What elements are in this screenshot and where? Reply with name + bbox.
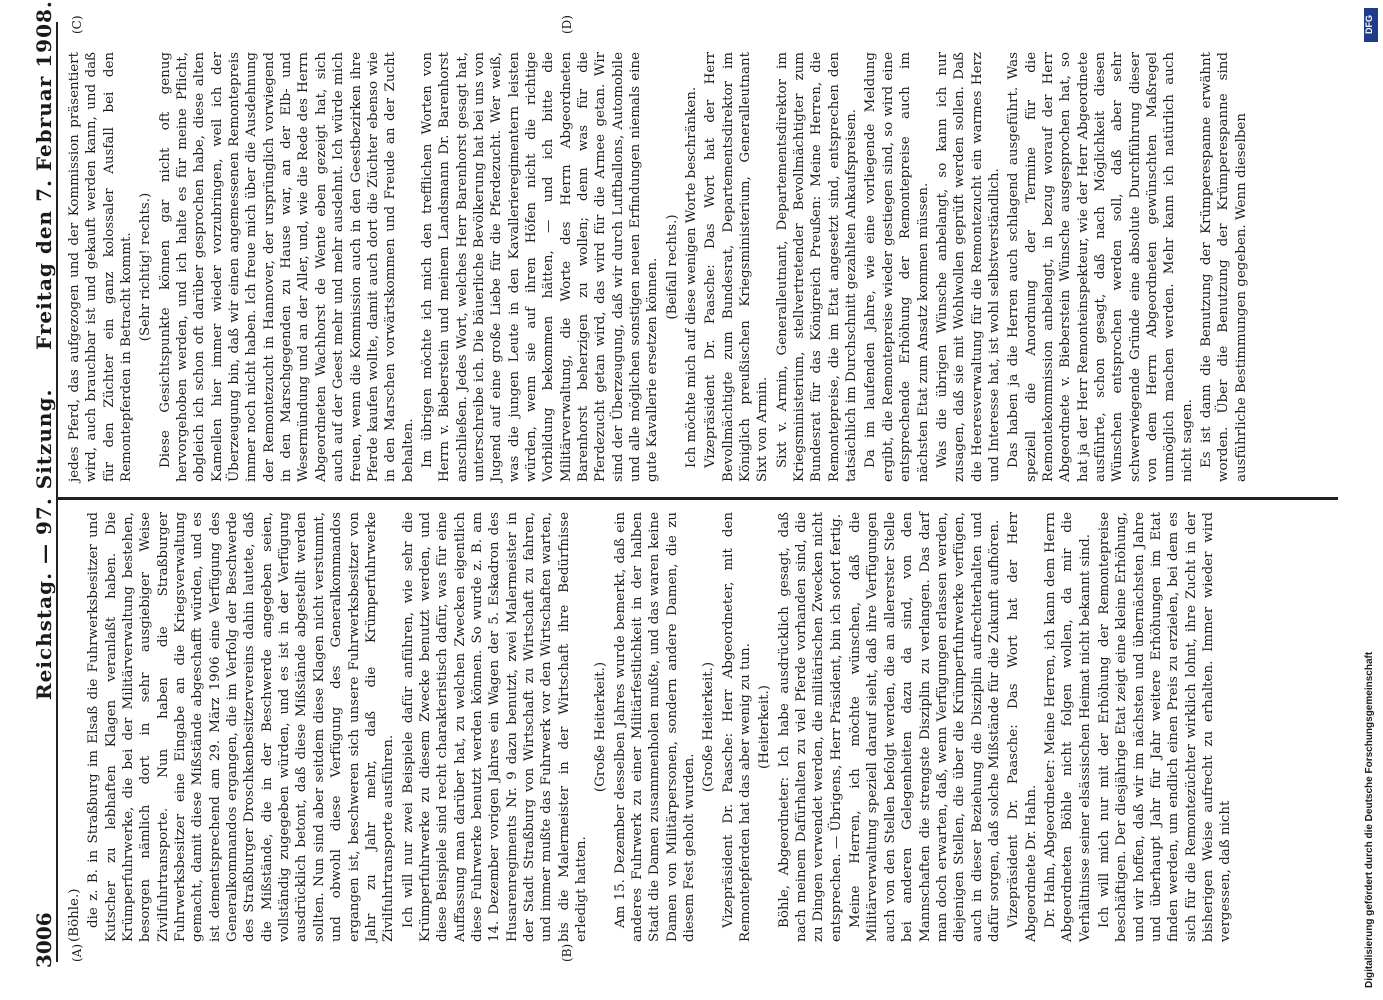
column-divider: [58, 497, 1338, 500]
dfg-logo: DFG: [1364, 8, 1378, 42]
page-header: [24, 0, 64, 1000]
page-number: 3006: [32, 912, 56, 968]
left-running-title: Reichstag. — 97. Sitzung.: [32, 388, 56, 700]
reaction: (Große Heiterkeit.): [701, 661, 717, 793]
margin-mark-b: (B): [560, 943, 574, 962]
vice-president-remark: Vizepräsident Dr. Paasche: Herr Abgeordneter, mit den Remontepferden hat das aber wenig zu tun.: [720, 512, 754, 942]
dfg-funding-note: Digitalisierung gefördert durch die Deutsche Forschungsgemeinschaft: [1364, 651, 1375, 988]
paragraph: Diese Gesichtspunkte können gar nicht oft genug hervorgehoben werden, und ich halte es für meine Pflicht, obgleich ich schon oft darüber gesprochen habe, diese alten Kamellen hier immer wieder vorzubringen, weil ich der Überzeugung bin, daß wir einen angemessenen Remontepreis immer noch nicht haben. Ich freue mich über die Ausdehnung der Remontezucht in Hannover, der ursprünglich vorwiegend in den Marschgegenden zu Hause war, an der Elb- und Wesermündung und an der Aller, und, wie die Rede des Herrn Abgeordneten Wachhorst de Wente eben gezeigt hat, sich auch auf der Geest mehr und mehr ausdehnt. Ich würde mich freuen, wenn die Kommission auch in den Geestbezirken ihre Pferde kaufen wollte, damit auch dort die Züchter ebenso wie in den Marschen vorwärtskommen und Freude an der Zucht behalten.: [157, 52, 416, 482]
paragraph: Was die übrigen Wünsche anbelangt, so kann ich nur zusagen, daß sie mit Wohlwollen geprüft werden sollen. Daß die Heeresverwaltung für die Remontezucht ein warmes Herz und Interesse hat, ist wohl selbstverständlich.: [934, 52, 1002, 482]
paragraph: Ich will nur zwei Beispiele dafür anführen, wie sehr die Krümperfuhrwerke zu diesem Zwecke benutzt werden, und diese Beispiele sind recht charakteristisch dafür, was für eine Auffassung man darüber hat, zu welchen Zwecken eigentlich diese Fuhrwerke benutzt werden können. So wurde z. B. am 14. Dezember vorigen Jahres ein Wagen der 5. Eskadron des Husarenregiments Nr. 9 dazu benutzt, zwei Malermeister in der Stadt Straßburg von Wirtschaft zu Wirtschaft zu fahren, und immer mußte das Fuhrwerk vor den Wirtschaften warten, bis die Malermeister in der Wirtschaft ihre Bedürfnisse erledigt hatten.: [400, 512, 589, 942]
reaction: (Große Heiterkeit.): [593, 661, 609, 793]
reaction: (Sehr richtig! rechts.): [138, 192, 154, 342]
paragraph: die z. B. in Straßburg im Elsaß die Fuhrwerksbesitzer und Kutscher zu lebhaften Klagen veranlaßt haben. Die Krümperfuhrwerke, die bei der Militärverwaltung bestehen, besorgen nämlich dort in sehr ausgiebiger Weise Zivilfuhrtransporte. Nun haben die Straßburger Fuhrwerksbesitzer eine Eingabe an die Kriegsverwaltung gemacht, damit diese Mißstände abgeschafft würden, und es ist dementsprechend am 29. März 1906 eine Verfügung des Generalkommandos ergangen, die im Verfolg der Beschwerde des Straßburger Droschkenbesitzervereins dahin lautete, daß die Mißstände, die in der Beschwerde angegeben seien, vollständig zugegeben würden, und es ist in der Verfügung ausdrücklich betont, daß diese Mißstände abgestellt werden sollten. Nun sind aber seitdem diese Klagen nicht verstummt, und obwohl diese Verfügung des Generalkommandos ergangen ist, beschweren sich unsere Fuhrwerksbesitzer von Jahr zu Jahr mehr, daß die Krümperfuhrwerke Zivilfuhrtransporte ausführen.: [86, 512, 397, 942]
header-rule: [56, 22, 58, 962]
left-column: [66, 512, 1234, 942]
paragraph: Meine Herren, ich möchte wünschen, daß die Militärverwaltung speziell darauf sieht, daß ihre Verfügungen auch von den Stellen befolgt werden, die an allererster Stelle bei anderen Gelegenheiten dazu da sind, von den Mannschaften die strengste Disziplin zu verlangen. Das darf man doch erwarten, daß, wenn Verfügungen erlassen werden, diejenigen Stellen, die über die Krümperfuhrwerke verfügen, auch in dieser Beziehung die Disziplin aufrechterhalten und dafür sorgen, daß solche Mißstände für die Zukunft aufhören.: [848, 512, 1002, 942]
reaction: (Heiterkeit.): [757, 685, 773, 769]
right-running-title: Freitag den 7. Februar 1908.: [32, 0, 56, 350]
paragraph: Dr. Hahn, Abgeordneter: Meine Herren, ich kann dem Herrn Abgeordneten Böhle nicht folgen wollen, da mir die Verhältnisse seiner elsässischen Heimat nicht bekannt sind.: [1042, 512, 1093, 942]
paragraph: Im übrigen möchte ich mich den trefflichen Worten von Herrn v. Bieberstein und meinem Landsmann Dr. Barenhorst anschließen. Jedes Wort, welches Herr Barenhorst gesagt hat, unterschreibe ich. Die bäuerliche Bevölkerung hat bei uns von Jugend auf eine große Liebe für die Pferdezucht. Wer weiß, was die jungen Leute in den Kavallerieregimentern leisten würden, wenn sie auf ihren Höfen nicht die richtige Vorbildung bekommen hätten, — und ich bitte die Militärverwaltung, die Worte des Herrn Abgeordneten Barenhorst beherzigen zu wollen; denn was für die Pferdezucht getan wird, das wird für die Armee getan. Wir sind der Überzeugung, daß wir durch Luftballons, Automobile und alle möglichen sonstigen neuen Erfindungen niemals eine gute Kavallerie ersetzen können.: [419, 52, 661, 482]
paragraph: Das haben ja die Herren auch schlagend ausgeführt. Was speziell die Anordnung der Termine für die Remontekommission anbelangt, in bezug worauf der Herr Abgeordnete v. Bieberstein Wünsche ausgesprochen hat, so hat ja der Herr Remonteinspekteur, wie der Herr Abgeordnete ausführte, schon gesagt, daß nach Möglichkeit diesen Wünschen entsprochen werden soll, daß aber sehr schwerwiegende Gründe eine absolute Durchführung dieser von dem Herrn Abgeordneten gewünschten Maßregel unmöglich machen werden. Mehr kann ich natürlich auch nicht sagen.: [1006, 52, 1195, 482]
speaker-tag: (Böhle.): [67, 888, 82, 942]
margin-mark-d: (D): [560, 15, 574, 34]
paragraph: Da im laufenden Jahre, wie eine vorliegende Meldung ergibt, die Remontepreise wieder gestiegen sind, so wird eine entsprechende Erhöhung der Remontepreise auch im nächsten Etat zum Ansatz kommen müssen.: [863, 52, 931, 482]
vice-president-remark: Vizepräsident Dr. Paasche: Das Wort hat der Herr Bevollmächtigte zum Bundesrat, Departementsdirektor im Königlich preußischen Kriegsministerium, Generalleutnant Sixt von Armin.: [703, 52, 771, 482]
vice-president-remark: Vizepräsident Dr. Paasche: Das Wort hat der Herr Abgeordnete Dr. Hahn.: [1006, 512, 1039, 942]
paragraph: Sixt v. Armin, Generalleutnant, Departementsdirektor im Kriegsministerium, stellvertretender Bevollmächtigter zum Bundesrat für das Königreich Preußen: Meine Herren, die Remontepreise, die im Etat angesetzt sind, entsprechen den tatsächlich im Durchschnitt gezahlten Ankaufspreisen.: [774, 52, 860, 482]
margin-mark-c: (C): [70, 15, 84, 34]
paragraph: jedes Pferd, das aufgezogen und der Kommission präsentiert wird, auch brauchbar ist und gekauft werden kann, und daß für den Züchter ein ganz kolossaler Ausfall bei den Remontepferden in Betracht kommt.: [67, 52, 135, 482]
right-column: [66, 52, 1249, 482]
paragraph: Ich will mich nur mit der Erhöhung der Remontepreise beschäftigen. Der diesjährige Etat zeigt eine kleine Erhöhung, und wir hoffen, daß wir im nächsten und übernächsten Jahre und überhaupt Jahr für Jahr weitere Erhöhungen im Etat finden werden, um endlich einen Preis zu erzielen, bei dem es sich für die Remontezüchter wirklich lohnt, ihre Zucht in der bisherigen Weise aufrecht zu erhalten. Immer wieder wird vergessen, daß nicht: [1096, 512, 1234, 942]
paragraph: Ich möchte mich auf diese wenigen Worte beschränken.: [684, 86, 700, 468]
paragraph: Es ist dann die Benutzung der Krümperespanne erwähnt worden. Über die Benutzung der Krümperespanne sind ausführliche Bestimmungen gegeben. Wenn dieselben: [1199, 52, 1249, 482]
margin-mark-a: (A): [70, 943, 84, 962]
paragraph: Böhle, Abgeordneter: Ich habe ausdrücklich gesagt, daß nach meinem Dafürhalten zu viel Pferde vorhanden sind, die zu Dingen verwendet werden, die militärischen Zwecken nicht entsprechen. — Übrigens, Herr Präsident, bin ich sofort fertig.: [776, 512, 844, 942]
reaction: (Beifall rechts.): [664, 214, 680, 320]
paragraph: Am 15. Dezember desselben Jahres wurde bemerkt, daß ein anderes Fuhrwerk zu einer Militärfestlichkeit in der halben Stadt die Damen zusammenholen mußte, und das waren keine Damen von Militärpersonen, sondern andere Damen, die zu diesem Fest geholt wurden.: [612, 512, 698, 942]
